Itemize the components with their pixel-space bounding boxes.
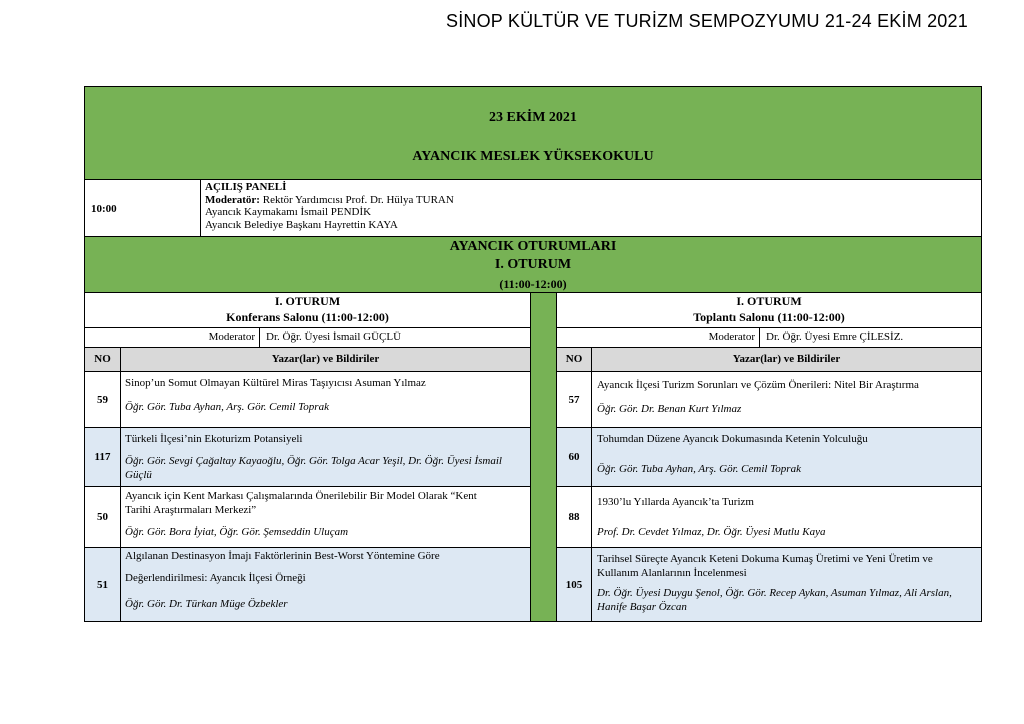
opening-moderator-label: Moderatör: [205,193,260,206]
left-paper-4 [125,549,525,611]
paper-authors: Öğr. Gör. Tuba Ayhan, Arş. Gör. Cemil Toprak [125,401,329,413]
paper-title: Ayancık için Kent Markası Çalışmalarında Önerilebilir Bir Model Olarak “Kent Tarihi Araştırmaları Merkezi” [125,490,477,516]
left-moderator-label: Moderator [208,331,255,343]
right-moderator: Dr. Öğr. Üyesi Emre ÇİLESİZ. [766,331,904,343]
opening-details [205,181,965,231]
left-paper-1 [125,376,525,414]
column-separator [531,293,556,621]
left-moderator: Dr. Öğr. Üyesi İsmail GÜÇLÜ [266,331,402,343]
paper-authors: Öğr. Gör. Sevgi Çağaltay Kayaoğlu, Öğr. Gör. Tolga Acar Yeşil, Dr. Öğr. Üyesi İsmail Güçlü [125,455,502,481]
paper-title: Türkeli İlçesi’nin Ekoturizm Potansiyeli [125,433,303,445]
paper-title: Tarihsel Süreçte Ayancık Keteni Dokuma Kumaş Üretimi ve Yeni Üretim ve Kullanım Alanlarının İncelenmesi [597,553,933,579]
right-header-row [557,348,981,371]
left-col-no: NO [94,353,111,365]
left-paper-no-2: 117 [85,428,120,486]
left-paper-no-3: 50 [97,511,108,523]
left-col-papers: Yazar(lar) ve Bildiriler [271,353,380,365]
program-table [84,86,982,622]
paper-title: Tohumdan Düzene Ayancık Dokumasında Ketenin Yolculuğu [597,433,868,445]
document-header: SİNOP KÜLTÜR VE TURİZM SEMPOZYUMU 21-24 EKİM 2021 [446,11,968,31]
right-col-papers: Yazar(lar) ve Bildiriler [732,353,841,365]
sessions-session: I. OTURUM [494,257,572,272]
opening-line-2: Ayancık Belediye Başkanı Hayrettin KAYA [205,218,398,231]
right-paper-2 [597,432,977,476]
left-paper-3 [125,489,505,539]
left-session: I. OTURUM [274,294,341,308]
banner-venue: AYANCIK MESLEK YÜKSEKOKULU [412,149,654,164]
opening-moderator: Rektör Yardımcısı Prof. Dr. Hülya TURAN [262,193,454,206]
right-paper-no-2: 60 [557,428,591,486]
right-moderator-label: Moderator [708,331,755,343]
opening-line-1: Ayancık Kaymakamı İsmail PENDİK [205,206,372,218]
paper-authors: Prof. Dr. Cevdet Yılmaz, Dr. Öğr. Üyesi Mutlu Kaya [597,526,826,538]
paper-authors: Öğr. Gör. Dr. Türkan Müge Özbekler [125,598,288,610]
paper-title: 1930’lu Yıllarda Ayancık’ta Turizm [597,496,754,508]
paper-title: Sinop’un Somut Olmayan Kültürel Miras Taşıyıcısı Asuman Yılmaz [125,377,426,389]
paper-authors: Öğr. Gör. Tuba Ayhan, Arş. Gör. Cemil Toprak [597,463,801,475]
left-hall: Konferans Salonu (11:00-12:00) [226,310,389,324]
paper-title-cont: Değerlendirilmesi: Ayancık İlçesi Örneği [125,572,306,584]
sessions-title: AYANCIK OTURUMLARI [449,239,617,254]
sessions-time: (11:00-12:00) [499,277,567,291]
left-paper-no-4: 51 [85,548,120,621]
sessions-banner [85,237,981,292]
opening-moderator-line [205,194,965,207]
right-paper-4 [597,552,973,614]
right-paper-no-4: 105 [557,548,591,621]
right-paper-no-3: 88 [568,511,580,523]
banner-date: 23 EKİM 2021 [489,110,577,125]
left-paper-no-1: 59 [97,393,108,406]
right-paper-1 [597,378,977,416]
paper-title: Algılanan Destinasyon İmajı Faktörlerinin Best-Worst Yöntemine Göre [125,550,440,562]
opening-time: 10:00 [91,203,117,215]
date-banner [85,87,981,179]
right-paper-3 [597,495,977,539]
paper-title: Ayancık İlçesi Turizm Sorunları ve Çözüm Önerileri: Nitel Bir Araştırma [597,379,919,391]
right-session: I. OTURUM [736,294,802,308]
left-paper-2 [125,432,525,482]
right-paper-no-1: 57 [568,393,580,406]
paper-authors: Öğr. Gör. Dr. Benan Kurt Yılmaz [597,403,742,415]
paper-authors: Öğr. Gör. Bora İyiat, Öğr. Gör. Şemseddin Uluçam [125,526,349,538]
right-hall: Toplantı Salonu (11:00-12:00) [693,310,845,324]
left-header-row [85,348,530,371]
paper-authors: Dr. Öğr. Üyesi Duygu Şenol, Öğr. Gör. Recep Aykan, Asuman Yılmaz, Ali Arslan, Hanife Başar Özcan [597,587,952,613]
right-col-no: NO [565,353,583,365]
opening-title: AÇILIŞ PANELİ [205,181,287,193]
